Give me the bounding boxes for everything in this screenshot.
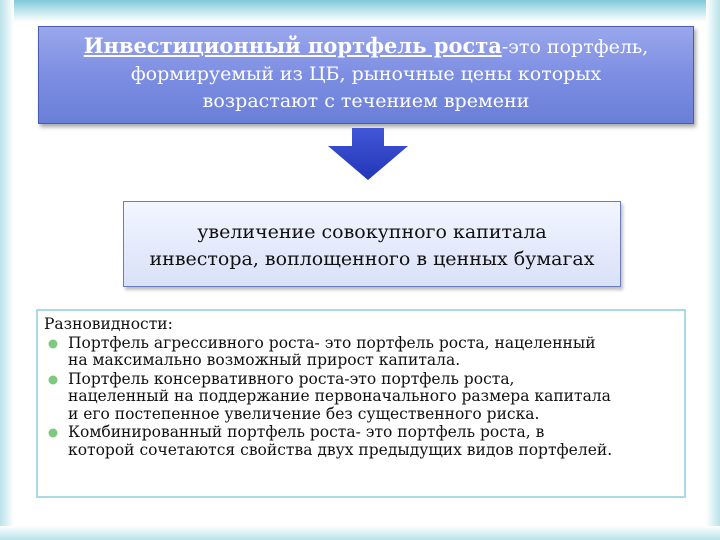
- list-item: [44, 371, 676, 424]
- result-line-1: увеличение совокупного капитала: [197, 221, 547, 243]
- result-box: [123, 201, 621, 287]
- list-item-line: Комбинированный портфель роста- это портфель роста, в: [68, 423, 545, 441]
- definition-line-1: [39, 32, 693, 61]
- list-item-line: которой сочетаются свойства двух предыдущих видов портфелей.: [68, 440, 613, 459]
- down-arrow-icon: [328, 128, 408, 180]
- bullet-icon: [48, 375, 58, 385]
- result-line-2: инвестора, воплощенного в ценных бумагах: [149, 248, 595, 270]
- slide-frame-right: [706, 0, 720, 540]
- list-item: [44, 424, 676, 459]
- list-item-line: на максимально возможный прирост капитала.: [68, 351, 461, 369]
- definition-line-2: формируемый из ЦБ, рыночные цены которых: [130, 63, 602, 85]
- slide-frame-bottom: [0, 526, 720, 540]
- bullet-icon: [48, 339, 58, 349]
- list-item-line: Портфель консервативного роста-это портфель роста,: [68, 369, 515, 388]
- definition-line-3: возрастают с течением времени: [202, 90, 530, 112]
- list-item-line: нацеленный на поддержание первоначального размера капитала: [68, 387, 611, 405]
- varieties-heading: Разновидности:: [44, 315, 173, 333]
- list-item: [44, 335, 676, 370]
- varieties-list: [44, 335, 676, 460]
- list-item-line: Портфель агрессивного роста- это портфель роста, нацеленный: [68, 333, 596, 352]
- list-item-line: и его постепенное увеличение без существенного риска.: [68, 404, 540, 423]
- definition-rest: -это портфель,: [501, 36, 649, 58]
- bullet-icon: [48, 428, 58, 438]
- definition-box: [38, 26, 694, 124]
- slide-frame-top: [0, 0, 720, 22]
- varieties-box: [36, 309, 686, 498]
- slide-frame-left: [0, 0, 14, 540]
- definition-term: Инвестиционный портфель роста: [83, 33, 502, 58]
